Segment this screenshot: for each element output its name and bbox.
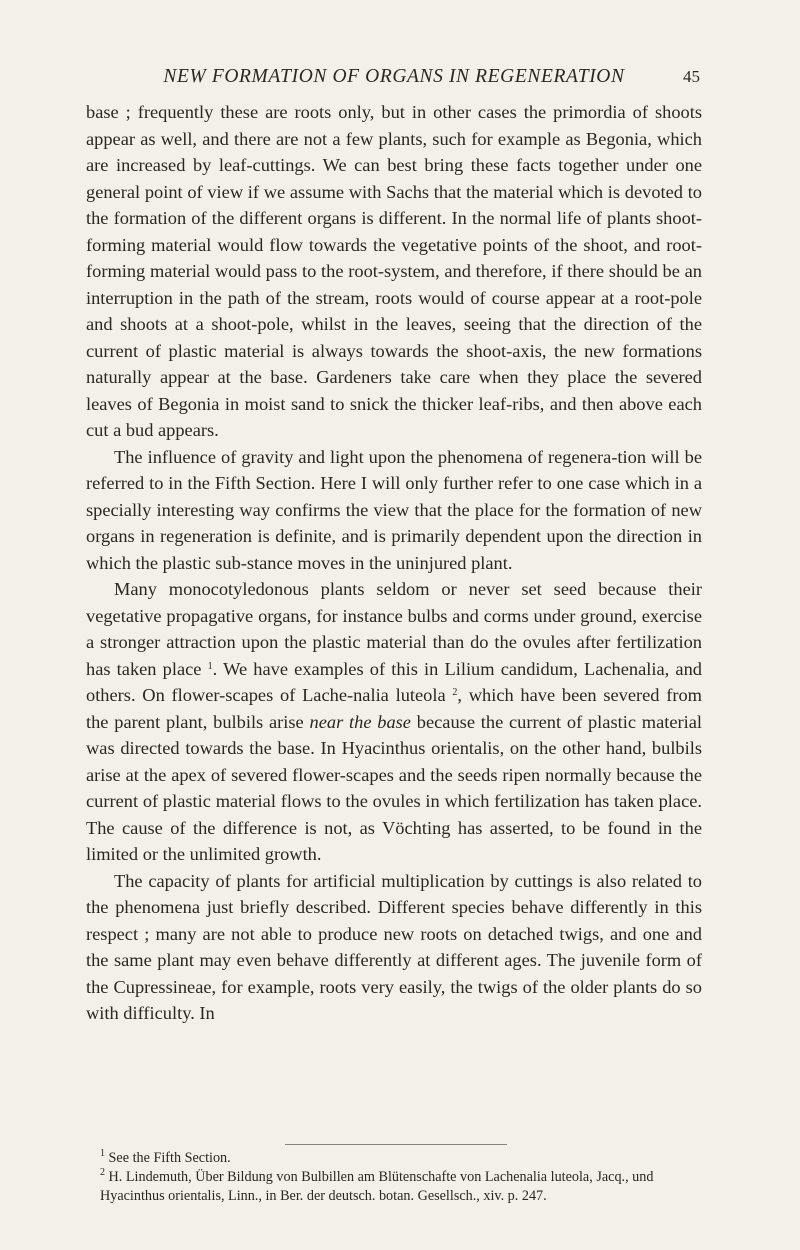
footnote-ref-1: 1 bbox=[207, 660, 213, 672]
page-number: 45 bbox=[683, 67, 700, 86]
footnote-ref-2: 2 bbox=[452, 687, 458, 698]
footnote-rule bbox=[285, 1144, 507, 1145]
emphasis-near-the-base: near the base bbox=[309, 711, 411, 732]
footnote-mark-1: 1 bbox=[100, 1148, 105, 1159]
footnote-1-text: See the Fifth Section. bbox=[108, 1150, 231, 1166]
body-text bbox=[86, 99, 702, 1027]
paragraph-4: The capacity of plants for artificial multiplication by cuttings is also related to the phenomena just briefly described. Different species behave differently in this respect ; many are not able to produce new roots on detached twigs, and one and the same plant may even behave differently at different ages. The juvenile form of the Cupressineae, for example, roots very easily, the twigs of the older plants do so with difficulty. In bbox=[86, 870, 702, 1023]
paragraph-3-part-a: Many monocotyledonous plants seldom or never set seed because their vegetative propagative organs, for instance bulbs and corms under ground, exercise a stronger attraction upon the plastic material than do the ovules after fertilization has taken place bbox=[86, 579, 702, 679]
footnote-mark-2: 2 bbox=[100, 1167, 105, 1178]
footnotes bbox=[86, 1149, 702, 1206]
paragraph-3 bbox=[86, 576, 702, 868]
running-head: NEW FORMATION OF ORGANS IN REGENERATION bbox=[163, 66, 625, 87]
paragraph-3-part-d: because the current of plastic material was directed towards the base. In Hyacinthus orientalis, on the other hand, bulbils arise at the apex of severed flower-scapes and the seeds ripen normally because the current of plastic material flows to the ovules in which fertilization has taken place. The cause of the difference is not, as Vöchting has asserted, to be found in the limited or the unlimited growth. bbox=[86, 711, 703, 864]
paragraph-2: The influence of gravity and light upon the phenomena of regenera-tion will be referred to in the Fifth Section. Here I will only further refer to one case which in a specially interesting way confirms the view that the place for the formation of new organs in regeneration is definite, and is primarily dependent upon the direction in which the plastic sub-stance moves in the uninjured plant. bbox=[86, 446, 702, 573]
paragraph-3-part-c: , which have been severed from the parent plant, bulbils arise bbox=[86, 685, 702, 732]
footnote-2 bbox=[86, 1168, 702, 1206]
page-header bbox=[88, 66, 700, 92]
paragraph-1: base ; frequently these are roots only, but in other cases the primordia of shoots appear as well, and there are not a few plants, such for example as Begonia, which are increased by leaf-cuttings. We can best bring these facts together under one general point of view if we assume with Sachs that the material which is devoted to the formation of the different organs is different. In the normal life of plants shoot-forming material would flow towards the vegetative points of the shoot, and root-forming material would pass to the root-system, and therefore, if there should be an interruption in the path of the stream, roots would of course appear at a root-pole and shoots at a shoot-pole, whilst in the leaves, seeing that the direction of the current of plastic material is always towards the shoot-axis, the new formations naturally appear at the base. Gardeners take care when they place the severed leaves of Begonia in moist sand to snick the thicker leaf-ribs, and then above each cut a bud appears. bbox=[86, 102, 702, 440]
footnote-1 bbox=[86, 1149, 702, 1168]
paragraph-3-part-b: . We have examples of this in Lilium candidum, Lachenalia, and others. On flower-scapes of Lache-nalia luteola bbox=[86, 658, 702, 705]
footnote-2-text: H. Lindemuth, Über Bildung von Bulbillen am Blütenschafte von Lachenalia luteola, Jacq., und Hyacinthus orientalis, Linn., in Ber. der deutsch. botan. Gesellsch., xiv. p. 247. bbox=[100, 1169, 654, 1204]
